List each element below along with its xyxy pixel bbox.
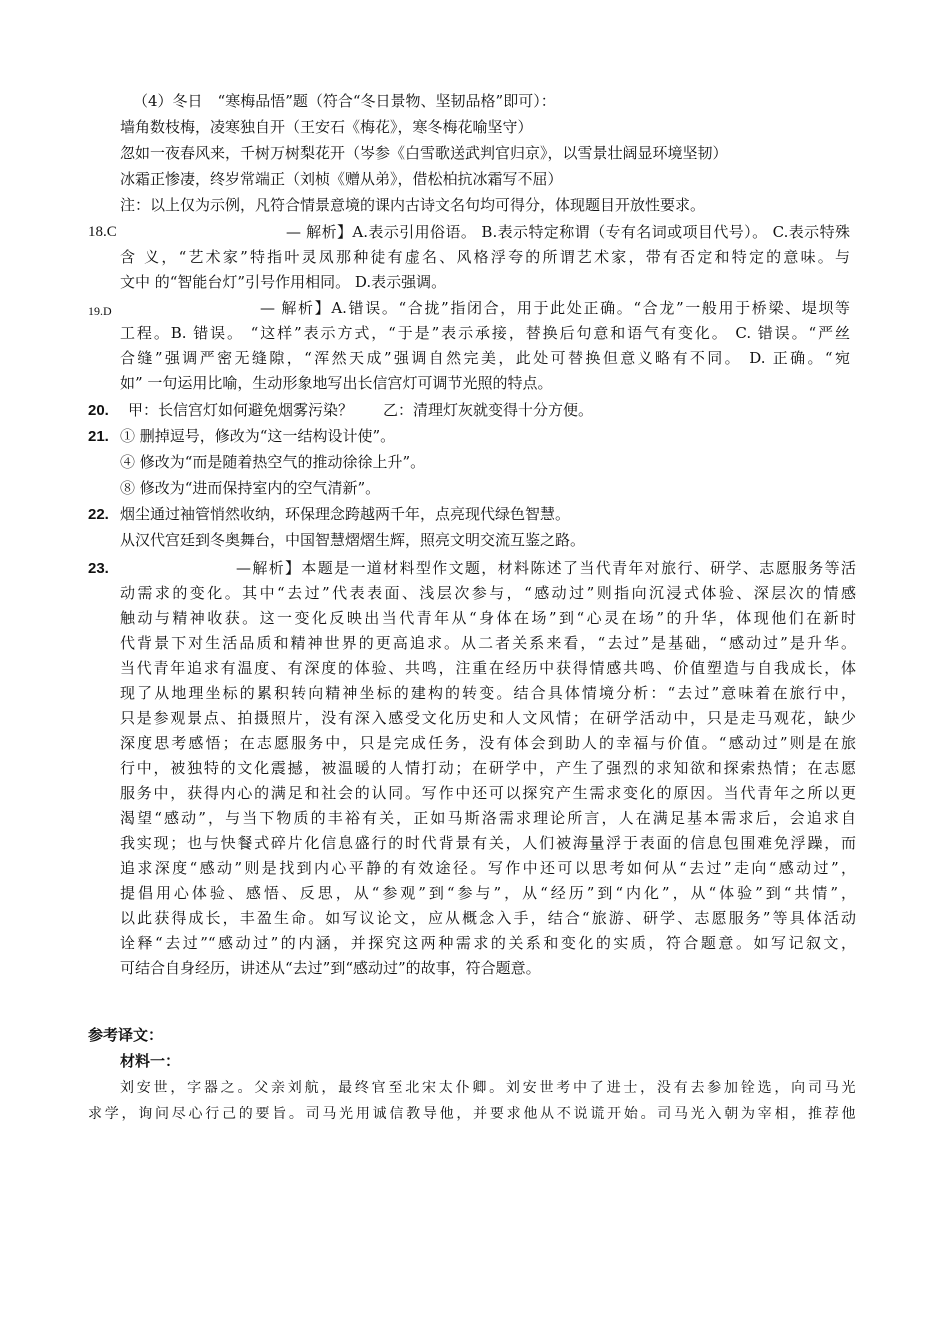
q20-answer: 甲：长信宫灯如何避免烟雾污染？ 乙：清理灯灰就变得十分方便。 <box>128 401 594 419</box>
q18-analysis-line2: 含 义，“艺术家”特指叶灵凤那种徒有虚名、风格浮夸的所谓艺术家，带有否定和特定的意味。与 <box>120 248 850 266</box>
q17-example-2: 忽如一夜春风来，千树万树梨花开（岑参《白雪歌送武判官归京》，以雪景壮阔显环境坚韧） <box>120 144 728 162</box>
translation-line: 刘安世，字器之。父亲刘航，最终官至北宋太仆卿。刘安世考中了进士，没有去参加铨选，向司马光 <box>120 1080 856 1096</box>
translation-line: 求学，询问尽心行己的要旨。司马光用诚信教导他，并要求他从不说谎开始。司马光入朝为宰相，推荐他 <box>88 1106 856 1122</box>
q18-number: 18.C <box>88 224 117 240</box>
q23-analysis-line: 服务中，获得内心的满足和社会的认同。写作中还可以探究产生需求变化的原因。当代青年之所以更 <box>120 784 856 802</box>
material-one-heading: 材料一： <box>120 1052 181 1070</box>
q23-analysis-line: 提倡用心体验、感悟、反思，从“参观”到“参与”，从“经历”到“内化”，从“体验”到“共情”， <box>120 884 856 902</box>
q23-analysis-line: 动需求的变化。其中“去过”代表表面、浅层次参与，“感动过”则指向沉浸式体验、深层次的情感 <box>120 584 856 602</box>
q17-example-3: 冰霜正惨凄，终岁常端正（刘桢《赠从弟》，借松柏抗冰霜写不屈） <box>120 170 563 188</box>
q23-analysis-line: 诠释“去过”“感动过”的内涵，并探究这两种需求的关系和变化的实质，符合题意。如写记叙文， <box>120 934 856 952</box>
translation-heading: 参考译文： <box>88 1026 164 1044</box>
q23-analysis-line: 追求深度“感动”则是找到内心平静的有效途径。写作中还可以思考如何从“去过”走向“感动过”， <box>120 859 856 877</box>
q23-analysis-line: 以此获得成长，丰盈生命。如写议论文，应从概念入手，结合“旅游、研学、志愿服务”等具体活动 <box>120 909 856 927</box>
q20-number: 20. <box>88 402 109 419</box>
q21-answer-2: ④ 修改为“而是随着热空气的推动徐徐上升”。 <box>120 453 426 471</box>
q23-analysis-line: 可结合自身经历，讲述从“去过”到“感动过”的故事，符合题意。 <box>120 959 541 977</box>
q23-analysis-line: 现了从地理坐标的累积转向精神坐标的建构的转变。结合具体情境分析：“去过”意味着在旅行中， <box>120 684 856 702</box>
q19-number: 19.D <box>88 304 112 318</box>
q18-analysis-line1: — 解析】A.表示引用俗语。 B.表示特定称谓（专有名词或项目代号）。 C.表示特殊 <box>286 223 850 241</box>
q23-analysis-line: 只是参观景点、拍摄照片，没有深入感受文化历史和人文风情；在研学活动中，只是走马观花，缺少 <box>120 709 856 727</box>
q23-analysis-line: 代背景下对生活品质和精神世界的更高追求。从二者关系来看，“去过”是基础，“感动过”是升华。 <box>120 634 856 652</box>
q23-analysis-line: 我实现；也与快餐式碎片化信息盛行的时代背景有关，人们被海量浮于表面的信息包围难免浮躁，而 <box>120 834 856 852</box>
q23-analysis-line: 当代青年追求有温度、有深度的体验、共鸣，注重在经历中获得情感共鸣、价值塑造与自我成长，体 <box>120 659 856 677</box>
q23-analysis-line: 触动与精神收获。这一变化反映出当代青年从“身体在场”到“心灵在场”的升华，体现他们在新时 <box>120 609 856 627</box>
q22-answer-2: 从汉代宫廷到冬奥舞台，中国智慧熠熠生辉，照亮文明交流互鉴之路。 <box>120 531 586 549</box>
q21-answer-1: ① 删掉逗号，修改为“这一结构设计使”。 <box>120 427 396 445</box>
q23-analysis-line: 渴望“感动”，与当下物质的丰裕有关，正如马斯洛需求理论所言，人在满足基本需求后，会追求自 <box>120 809 856 827</box>
q17-example-1: 墙角数枝梅，凌寒独自开（王安石《梅花》，寒冬梅花喻坚守） <box>120 118 533 136</box>
q19-analysis-line4: 如” 一句运用比喻，生动形象地写出长信宫灯可调节光照的特点。 <box>120 374 553 392</box>
q23-analysis-line: 深度思考感悟；在志愿服务中，只是完成任务，没有体会到助人的幸福与价值。“感动过”则是在旅 <box>120 734 856 752</box>
q19-analysis-line2: 工程。B. 错误。 “这样”表示方式，“于是”表示承接，替换后句意和语气有变化。 C. 错误。“严丝 <box>120 324 850 342</box>
q19-analysis-line3: 合缝”强调严密无缝隙，“浑然天成”强调自然完美，此处可替换但意义略有不同。 D. 正确。“宛 <box>120 349 850 367</box>
q17-part4-title: （4）冬日 “寒梅品悟”题（符合“冬日景物、坚韧品格”即可）： <box>133 92 556 110</box>
q18-analysis-line3: 文中 的“智能台灯”引号作用相同。 D.表示强调。 <box>120 273 447 291</box>
q23-analysis-line: —解析】本题是一道材料型作文题，材料陈述了当代青年对旅行、研学、志愿服务等活 <box>236 559 856 577</box>
q23-number: 23. <box>88 560 109 577</box>
q19-analysis-line1: — 解析】A.错误。“合拢”指闭合，用于此处正确。“合龙”一般用于桥梁、堤坝等 <box>260 299 850 317</box>
q23-analysis-line: 行中，被独特的文化震撼，被温暖的人情打动；在研学中，产生了强烈的求知欲和探索热情；在志愿 <box>120 759 856 777</box>
q17-note: 注：以上仅为示例，凡符合情景意境的课内古诗文名句均可得分，体现题目开放性要求。 <box>120 196 706 214</box>
q22-answer-1: 烟尘通过袖管悄然收纳，环保理念跨越两千年，点亮现代绿色智慧。 <box>120 505 571 523</box>
q22-number: 22. <box>88 506 109 523</box>
q21-number: 21. <box>88 428 109 445</box>
q21-answer-3: ⑧ 修改为“进而保持室内的空气清新”。 <box>120 479 381 497</box>
